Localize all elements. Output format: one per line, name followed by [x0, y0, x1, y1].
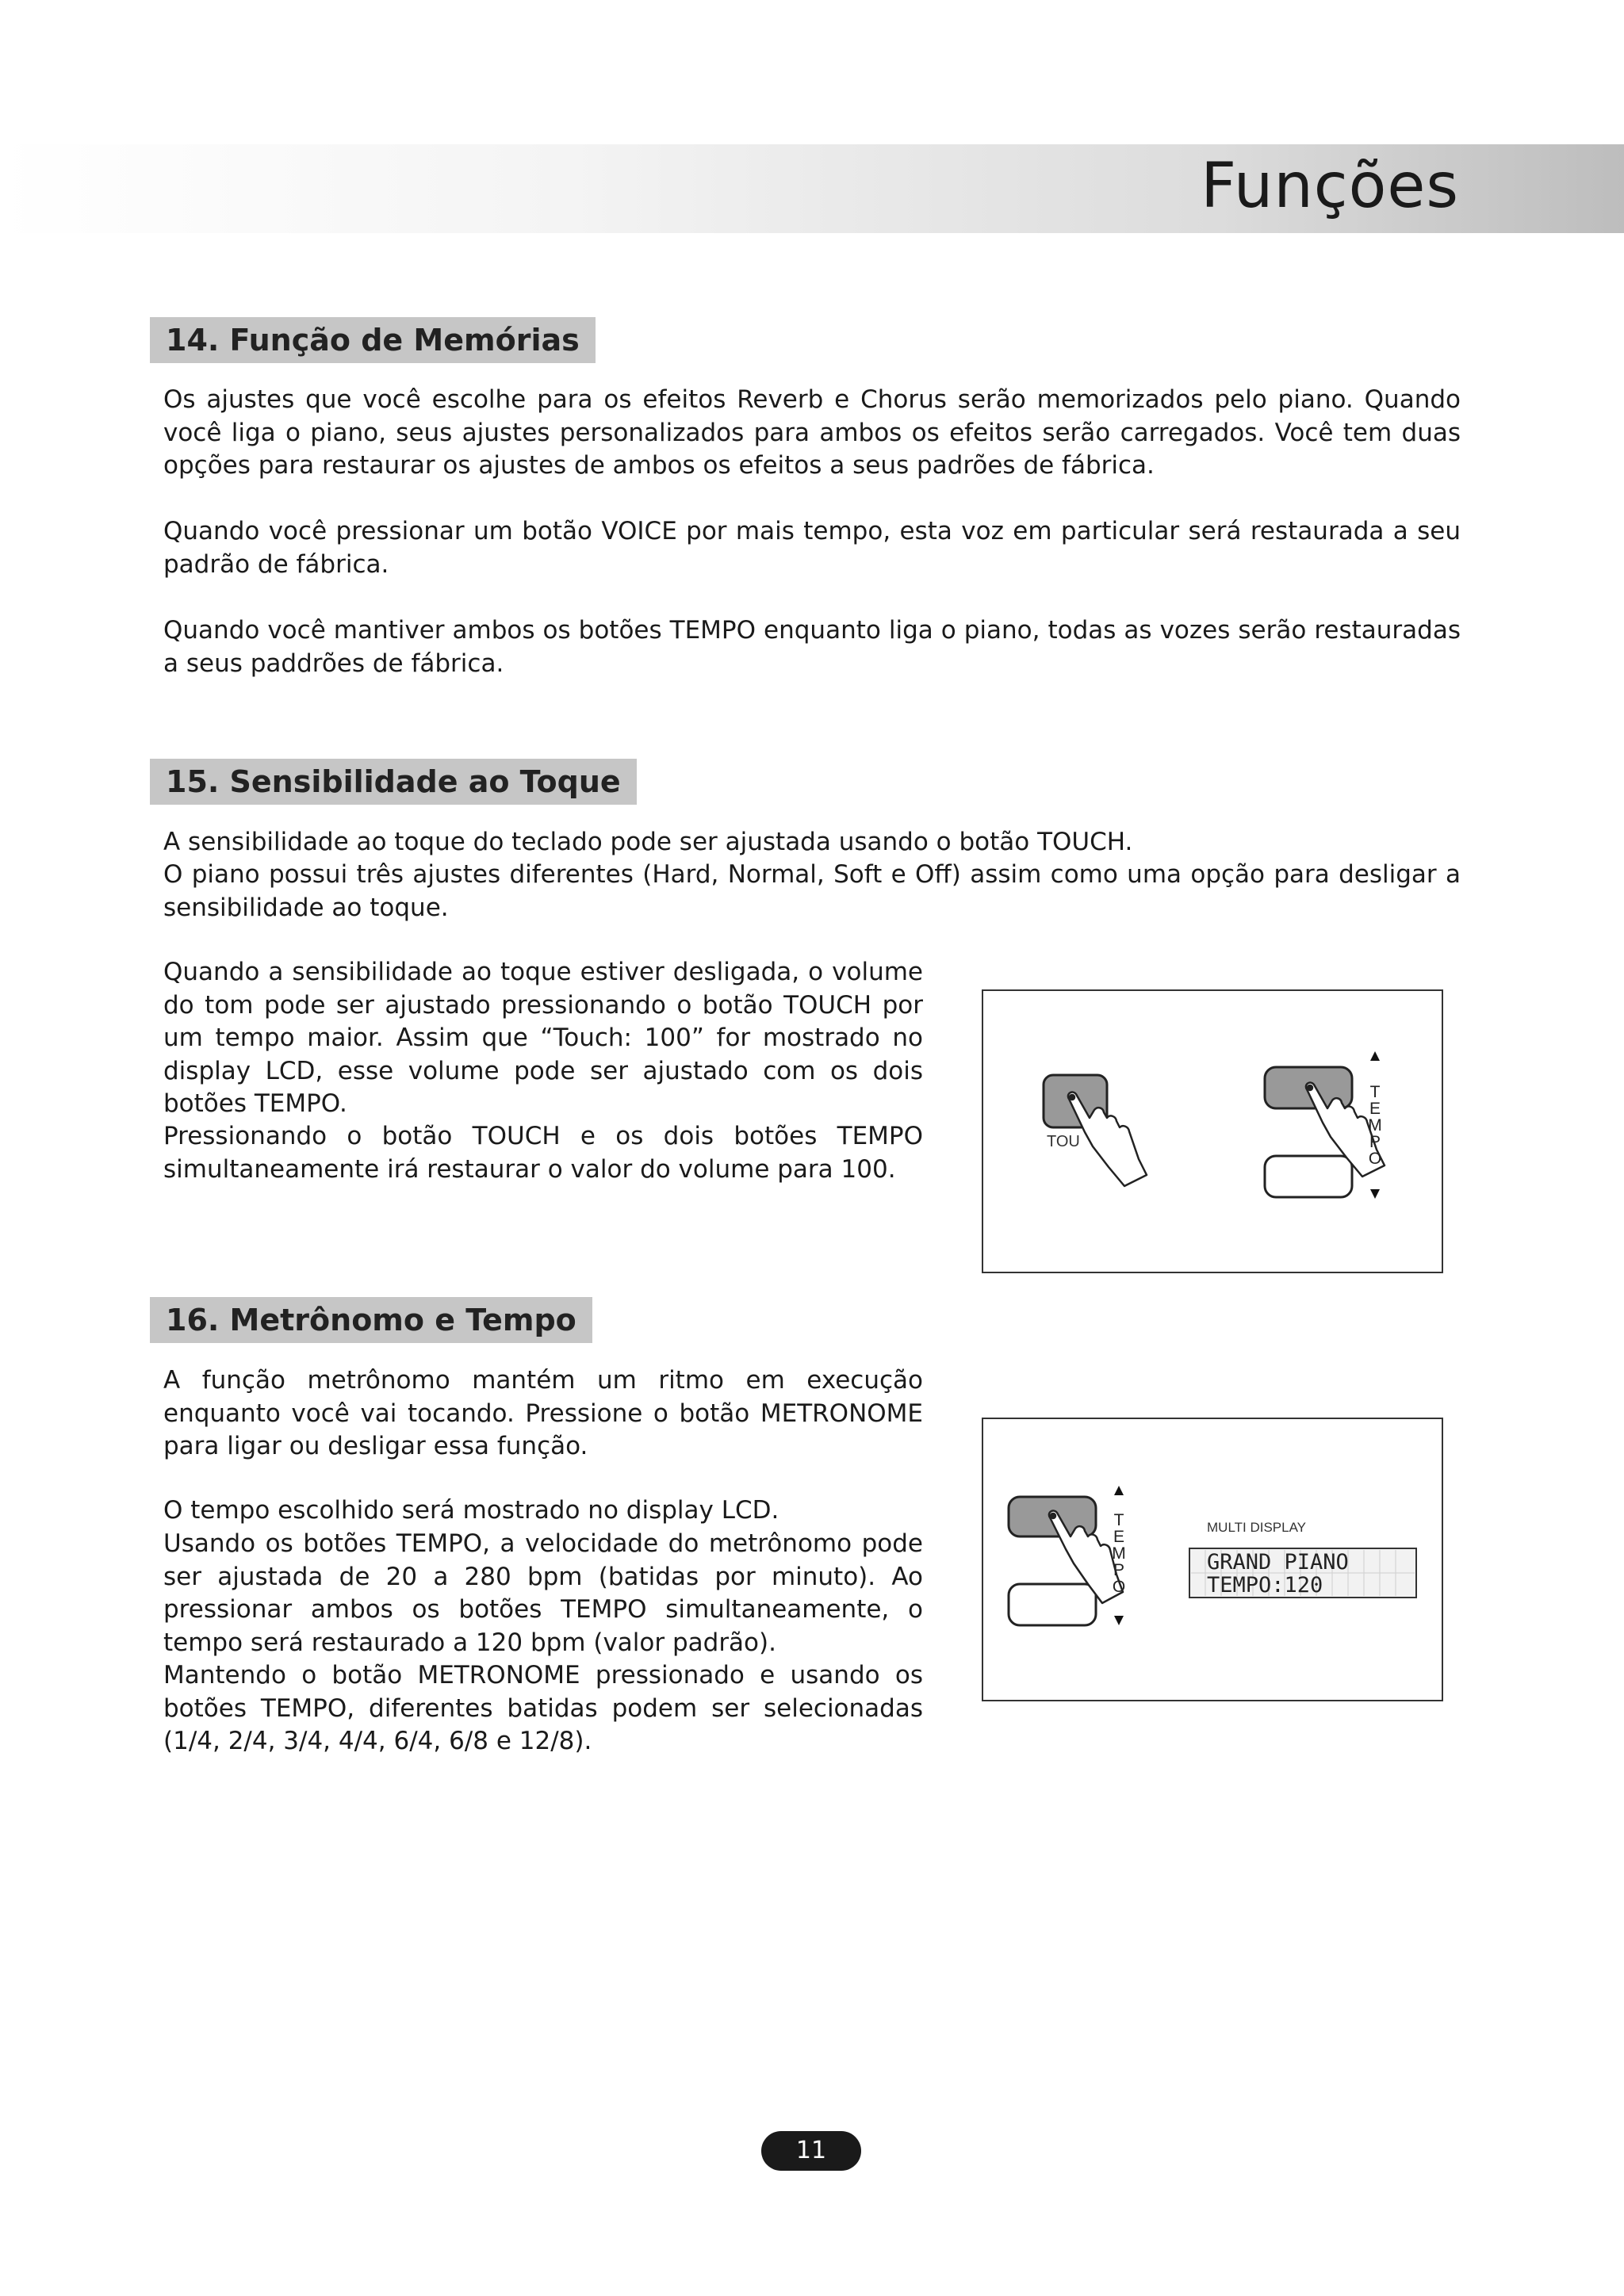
section-14-paragraph-3: Quando você mantiver ambos os botões TEMPO enquanto liga o piano, todas as vozes serão restauradas a seus paddrões de fábrica.	[163, 616, 1461, 678]
section-16-paragraph-1: A função metrônomo mantém um ritmo em execução enquanto você vai tocando. Pressione o botão METRONOME para ligar ou desligar essa função.	[163, 1366, 923, 1460]
section-15-paragraph-2: O piano possui três ajustes diferentes (Hard, Normal, Soft e Off) assim como uma opção para desligar a sensibilidade ao toque.	[163, 860, 1461, 922]
section-15-heading: 15. Sensibilidade ao Toque	[150, 759, 637, 805]
touch-tempo-illustration	[982, 989, 1443, 1273]
tempo-down-button-graphic	[1009, 1584, 1096, 1625]
section-16-paragraph-2: O tempo escolhido será mostrado no display LCD.	[163, 1496, 779, 1525]
svg-text:O: O	[1368, 1150, 1382, 1168]
section-16-paragraph-3: Usando os botões TEMPO, a velocidade do metrônomo pode ser ajustada de 20 a 280 bpm (batidas por minuto). Ao pressionar ambos os botões TEMPO simultaneamente, o tempo será restaurado a 120 bpm (valor padrão).	[163, 1529, 923, 1657]
svg-text:E: E	[1369, 1100, 1381, 1118]
tempo-display-illustration	[982, 1418, 1443, 1701]
tempo-vertical-label	[1368, 1083, 1382, 1168]
svg-text:T: T	[1113, 1511, 1124, 1529]
section-16-heading: 16. Metrônomo e Tempo	[150, 1297, 592, 1343]
section-15-paragraph-3: Quando a sensibilidade ao toque estiver desligada, o volume do tom pode ser ajustado pressionando o botão TOUCH por um tempo maior. Assim que “Touch: 100” for mostrado no display LCD, esse volume pode ser ajustado com os dois botões TEMPO.	[163, 958, 923, 1118]
section-14-paragraph-2: Quando você pressionar um botão VOICE por mais tempo, esta voz em particular será restaurada a seu padrão de fábrica.	[163, 517, 1461, 579]
tempo-down-arrow-icon	[1114, 1616, 1124, 1625]
tempo-down-button-graphic	[1265, 1156, 1352, 1197]
svg-text:P: P	[1369, 1133, 1381, 1151]
tempo-vertical-label	[1112, 1511, 1126, 1596]
svg-text:E: E	[1113, 1528, 1125, 1546]
svg-text:O: O	[1112, 1578, 1126, 1596]
svg-text:M: M	[1368, 1116, 1382, 1135]
svg-text:P: P	[1113, 1561, 1125, 1579]
tempo-down-arrow-icon	[1370, 1189, 1380, 1199]
section-16-paragraph-4: Mantendo o botão METRONOME pressionado e usando os botões TEMPO, diferentes batidas podem ser selecionadas (1/4, 2/4, 3/4, 4/4, 6/4, 6/8 e 12/8).	[163, 1661, 923, 1755]
section-14-heading: 14. Função de Memórias	[150, 317, 596, 363]
touch-button-label: TOU	[1047, 1133, 1080, 1150]
svg-text:T: T	[1369, 1083, 1381, 1101]
lcd-line-2: TEMPO:120	[1207, 1573, 1323, 1598]
page-title: Funções	[1201, 151, 1459, 222]
svg-text:M: M	[1112, 1544, 1126, 1563]
multi-display-label: MULTI DISPLAY	[1207, 1520, 1307, 1535]
tempo-up-arrow-icon	[1370, 1051, 1380, 1061]
section-15-paragraph-1: A sensibilidade ao toque do teclado pode ser ajustada usando o botão TOUCH.	[163, 828, 1133, 856]
section-14-paragraph-1: Os ajustes que você escolhe para os efeitos Reverb e Chorus serão memorizados pelo piano. Quando você liga o piano, seus ajustes personalizados para ambos os efeitos serão carregados. Você tem duas opções para restaurar os ajustes de ambos os efeitos a seus padrões de fábrica.	[163, 385, 1461, 480]
lcd-line-1: GRAND PIANO	[1207, 1550, 1349, 1575]
tempo-up-arrow-icon	[1114, 1486, 1124, 1495]
page-number: 11	[761, 2131, 861, 2171]
section-15-paragraph-4: Pressionando o botão TOUCH e os dois botões TEMPO simultaneamente irá restaurar o valor do volume para 100.	[163, 1122, 923, 1184]
